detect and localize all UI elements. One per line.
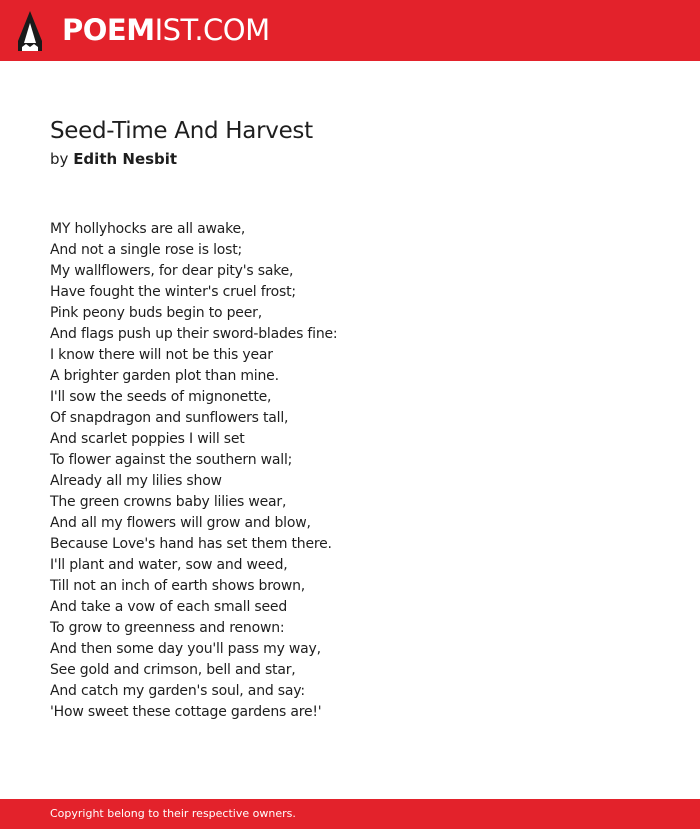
poem-line: To flower against the southern wall; — [50, 452, 293, 468]
site-header — [0, 0, 700, 61]
poem-line: Of snapdragon and sunflowers tall, — [50, 410, 289, 426]
pencil-tip-icon[interactable] — [18, 11, 42, 51]
poem-body — [50, 219, 337, 723]
poem-line: The green crowns baby lilies wear, — [50, 494, 287, 510]
poem-line: To grow to greenness and renown: — [50, 620, 285, 636]
poem-line: And catch my garden's soul, and say: — [50, 683, 305, 699]
logo-light-text: IST.COM — [154, 13, 270, 47]
poem-line: I'll sow the seeds of mignonette, — [50, 389, 272, 405]
poem-line: And not a single rose is lost; — [50, 242, 243, 258]
poem-line: My wallflowers, for dear pity's sake, — [50, 263, 294, 279]
poem-line: Because Love's hand has set them there. — [50, 536, 332, 552]
poem-line: I know there will not be this year — [50, 347, 273, 363]
poem-line: And then some day you'll pass my way, — [50, 641, 321, 657]
poem-line: MY hollyhocks are all awake, — [50, 221, 246, 237]
site-footer — [0, 799, 700, 829]
poem-line: Pink peony buds begin to peer, — [50, 305, 262, 321]
poem-title: Seed-Time And Harvest — [50, 118, 313, 144]
poem-line: And flags push up their sword-blades fine: — [50, 326, 338, 342]
poem-line: And all my flowers will grow and blow, — [50, 515, 311, 531]
copyright-notice: Copyright belong to their respective owners. — [50, 807, 296, 820]
poem-line: I'll plant and water, sow and weed, — [50, 557, 288, 573]
site-logo[interactable] — [62, 10, 270, 50]
poem-line: A brighter garden plot than mine. — [50, 368, 279, 384]
poem-line: See gold and crimson, bell and star, — [50, 662, 296, 678]
by-label: by — [50, 150, 69, 168]
poem-author: Edith Nesbit — [73, 150, 178, 168]
poem-line: And take a vow of each small seed — [50, 599, 288, 615]
poem-line: Have fought the winter's cruel frost; — [50, 284, 296, 300]
poem-line: Till not an inch of earth shows brown, — [50, 578, 306, 594]
logo-bold-text: POEM — [62, 13, 155, 47]
poem-line: 'How sweet these cottage gardens are!' — [50, 704, 322, 720]
poem-line: Already all my lilies show — [50, 473, 222, 489]
poem-byline — [50, 149, 177, 169]
poem-line: And scarlet poppies I will set — [50, 431, 245, 447]
